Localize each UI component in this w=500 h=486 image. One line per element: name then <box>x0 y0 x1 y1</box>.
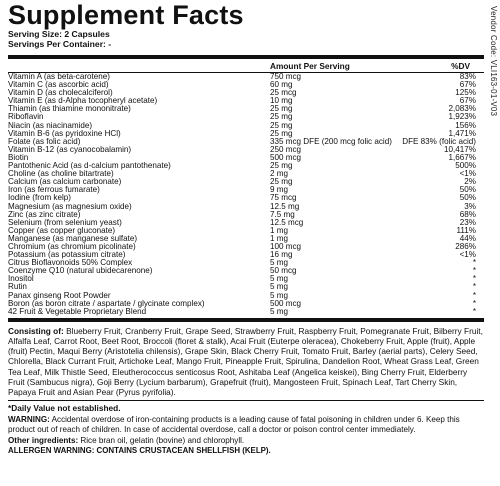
nutrient-amount: 25 mg <box>270 177 293 187</box>
nutrient-amount: 5 mg <box>270 258 288 268</box>
thick-divider <box>8 318 484 322</box>
panel-title: Supplement Facts <box>8 0 244 30</box>
nutrient-row <box>8 186 484 194</box>
nutrient-amount: 50 mcg <box>270 266 297 276</box>
nutrient-row <box>8 308 484 316</box>
nutrient-name: Vitamin D (as cholecalciferol) <box>8 88 113 98</box>
nutrient-amount: 12.5 mg <box>270 201 300 211</box>
nutrient-amount: 5 mg <box>270 290 288 300</box>
nutrient-name: Copper (as copper gluconate) <box>8 225 116 235</box>
nutrient-amount: 750 mcg <box>270 72 302 81</box>
nutrient-name: Vitamin C (as ascorbic acid) <box>8 80 109 90</box>
nutrient-amount: 335 mcg DFE (200 mcg folic acid) <box>270 136 392 146</box>
nutrient-name: Choline (as choline bitartrate) <box>8 169 114 179</box>
nutrient-name: Chromium (as chromium picolinate) <box>8 241 136 251</box>
nutrient-dv: 50% <box>459 185 476 195</box>
nutrient-amount: 5 mg <box>270 282 288 292</box>
nutrient-dv: <1% <box>459 250 476 260</box>
nutrient-amount: 250 mcg <box>270 144 302 154</box>
other-ingredients <box>8 436 484 446</box>
nutrient-name: Riboflavin <box>8 112 44 122</box>
nutrient-amount: 25 mg <box>270 112 293 122</box>
nutrient-dv: 286% <box>455 241 476 251</box>
nutrient-amount: 12.5 mcg <box>270 217 304 227</box>
nutrient-dv: 2,083% <box>448 104 476 114</box>
nutrient-name: Vitamin E (as d-Alpha tocopheryl acetate) <box>8 96 158 106</box>
table-header <box>8 59 484 72</box>
nutrient-dv: 44% <box>459 233 476 243</box>
nutrient-name: Rutin <box>8 282 27 292</box>
nutrient-name: Boron (as boron citrate / aspartate / glycinate complex) <box>8 298 205 308</box>
dv-header: %DV <box>451 61 470 71</box>
nutrient-dv: 1,667% <box>448 152 476 162</box>
nutrient-dv: 2% <box>464 177 476 187</box>
nutrient-amount: 5 mg <box>270 274 288 284</box>
nutrient-name: Vitamin B-12 (as cyanocobalamin) <box>8 144 132 154</box>
warning-label: WARNING: <box>8 415 50 425</box>
nutrient-amount: 1 mg <box>270 233 288 243</box>
other-ingredients-text: Rice bran oil, gelatin (bovine) and chlorophyll. <box>80 436 245 446</box>
blend-text: Blueberry Fruit, Cranberry Fruit, Grape Seed, Strawberry Fruit, Raspberry Fruit, Pomegranate Fruit, Bilberry Fruit, Alfalfa Leaf, Carrot Root, Beet Root, Broccoli (floret & stalk), Acai Fruit (Euterpe oleracea), Chokeberry Fruit, Apple (fruit), Apple (fruit) Pectin, Maqui Berry (Aristotelia chilensis), Grape Skin, Black Cherry Fruit, Tomato Fruit, Barley (aerial parts), Celery Seed, Chlorella, Black Currant Fruit, Artichoke Leaf, Mango Fruit, Pineapple Fruit, Spirulina, Dandelion Root, Wheat Grass Leaf, Green Tea Leaf, Milk Thistle Seed, Eleutherococcus senticosus Root, Ashitaba Leaf (Angelica keiskei), Bing Cherry Fruit, Elderberry Fruit (Sambucus nigra), Goji Berry (Lycium barbarum), Grapefruit (fruit), Mangosteen Fruit, Spinach Leaf, Tart Cherry Skin, Papaya Fruit and Asian Pear (Pyrus pyrifolia). <box>8 325 483 398</box>
nutrient-dv: 67% <box>459 96 476 106</box>
vendor-code: Vendor Code: VLI163-01-V03 <box>489 6 498 117</box>
nutrient-dv: 156% <box>455 120 476 130</box>
nutrient-dv: 10,417% <box>444 144 476 154</box>
nutrient-amount: 7.5 mg <box>270 209 295 219</box>
nutrient-dv: 50% <box>459 193 476 203</box>
nutrient-name: Zinc (as zinc citrate) <box>8 209 81 219</box>
nutrient-name: Pantothenic Acid (as d-calcium pantothenate) <box>8 161 171 171</box>
nutrient-name: Vitamin B-6 (as pyridoxine HCl) <box>8 128 121 138</box>
divider <box>8 400 484 401</box>
nutrient-amount: 25 mcg <box>270 88 297 98</box>
nutrient-name: Calcium (as calcium carbonate) <box>8 177 122 187</box>
other-ingredients-label: Other ingredients: <box>8 436 79 446</box>
nutrient-name: Vitamin A (as beta-carotene) <box>8 72 110 81</box>
supplement-facts-panel <box>8 0 484 455</box>
nutrient-dv: 1,471% <box>448 128 476 138</box>
nutrient-row <box>8 275 484 283</box>
nutrient-name: 42 Fruit & Vegetable Proprietary Blend <box>8 306 147 316</box>
amount-header: Amount Per Serving <box>270 61 350 71</box>
nutrient-dv: 83% <box>459 72 476 81</box>
nutrient-name: Inositol <box>8 274 34 284</box>
nutrient-name: Magnesium (as magnesium oxide) <box>8 201 132 211</box>
nutrient-amount: 9 mg <box>270 185 288 195</box>
nutrient-dv: 500% <box>455 161 476 171</box>
nutrient-amount: 60 mg <box>270 80 293 90</box>
iron-warning <box>8 415 484 434</box>
nutrient-row <box>8 146 484 154</box>
nutrient-amount: 1 mg <box>270 225 288 235</box>
nutrient-dv: * <box>472 274 476 284</box>
nutrient-row <box>8 267 484 275</box>
nutrient-name: Coenzyme Q10 (natural ubidecarenone) <box>8 266 153 276</box>
nutrient-amount: 5 mg <box>270 306 288 316</box>
nutrient-amount: 500 mcg <box>270 298 302 308</box>
allergen-warning: ALLERGEN WARNING: CONTAINS CRUSTACEAN SHELLFISH (KELP). <box>8 446 271 456</box>
nutrient-name: Panax ginseng Root Powder <box>8 290 111 300</box>
nutrient-name: Iron (as ferrous fumarate) <box>8 185 100 195</box>
nutrient-dv: * <box>472 258 476 268</box>
nutrient-amount: 16 mg <box>270 250 293 260</box>
blend-label: Consisting of: <box>8 325 64 336</box>
nutrient-dv: * <box>472 298 476 308</box>
nutrient-dv: 68% <box>459 209 476 219</box>
nutrient-dv: 1,923% <box>448 112 476 122</box>
serving-size: Serving Size: 2 Capsules <box>8 29 110 39</box>
nutrient-dv: * <box>472 290 476 300</box>
nutrient-dv: <1% <box>459 169 476 179</box>
warning-text: Accidental overdose of iron-containing products is a leading cause of fatal poisoning in children under 6. Keep this product out of reach of children. In case of accidental overdose, call a doctor or poison control center immediately. <box>8 415 460 434</box>
nutrient-name: Folate (as folic acid) <box>8 136 81 146</box>
nutrient-name: Manganese (as manganese sulfate) <box>8 233 138 243</box>
nutrient-amount: 25 mg <box>270 161 293 171</box>
nutrient-amount: 25 mg <box>270 104 293 114</box>
nutrient-amount: 25 mg <box>270 120 293 130</box>
nutrient-dv: 23% <box>459 217 476 227</box>
nutrient-dv: 3% <box>464 201 476 211</box>
nutrient-dv: 67% <box>459 80 476 90</box>
nutrient-dv: 111% <box>456 225 476 235</box>
nutrient-amount: 500 mcg <box>270 152 302 162</box>
servings-per-container: Servings Per Container: - <box>8 39 112 49</box>
nutrient-name: Niacin (as niacinamide) <box>8 120 93 130</box>
nutrient-name: Potassium (as potassium citrate) <box>8 250 126 260</box>
nutrient-dv: * <box>472 266 476 276</box>
nutrient-name: Citrus Bioflavonoids 50% Complex <box>8 258 133 268</box>
blend-ingredients <box>8 326 484 397</box>
nutrient-dv: * <box>472 282 476 292</box>
nutrient-amount: 100 mcg <box>270 241 302 251</box>
nutrient-dv: DFE 83% (folic acid) <box>402 136 476 146</box>
nutrient-rows <box>8 73 484 316</box>
nutrient-dv: * <box>472 306 476 316</box>
nutrient-name: Iodine (from kelp) <box>8 193 71 203</box>
nutrient-amount: 75 mcg <box>270 193 297 203</box>
nutrient-amount: 10 mg <box>270 96 293 106</box>
dv-note: *Daily Value not established. <box>8 403 121 414</box>
nutrient-name: Thiamin (as thiamine mononitrate) <box>8 104 131 114</box>
nutrient-row <box>8 105 484 113</box>
nutrient-name: Selenium (from selenium yeast) <box>8 217 122 227</box>
nutrient-amount: 25 mg <box>270 128 293 138</box>
nutrient-dv: 125% <box>455 88 476 98</box>
nutrient-name: Biotin <box>8 152 29 162</box>
nutrient-amount: 2 mg <box>270 169 288 179</box>
